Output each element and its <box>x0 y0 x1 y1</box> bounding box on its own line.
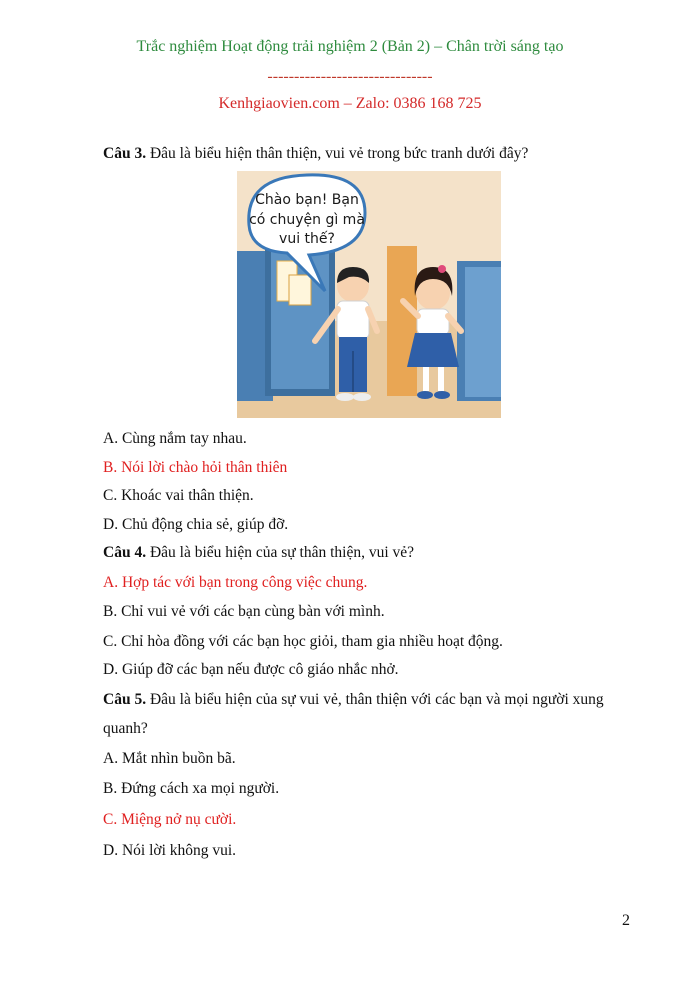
bubble-line-1: Chào bạn! Bạn <box>255 192 359 208</box>
document-title: Trắc nghiệm Hoạt động trải nghiệm 2 (Bản 2) – Chân trời sáng tạo <box>136 38 564 55</box>
bubble-line-2: có chuyện gì mà <box>249 212 365 228</box>
q4-option-d: D. Giúp đỡ các bạn nếu được cô giáo nhắc nhở. <box>103 661 399 678</box>
q4-option-b: B. Chỉ vui vẻ với các bạn cùng bàn với mình. <box>103 603 385 620</box>
illustration-wooden-door <box>387 246 417 396</box>
page-number: 2 <box>622 912 630 929</box>
question-5-text-line-2: quanh? <box>103 720 148 737</box>
q3-option-c: C. Khoác vai thân thiện. <box>103 487 254 504</box>
q3-option-b-correct: B. Nói lời chào hỏi thân thiên <box>103 459 288 476</box>
q4-option-c: C. Chỉ hòa đồng với các bạn học giỏi, tham gia nhiều hoạt động. <box>103 633 503 650</box>
question-4 <box>103 544 414 562</box>
question-5-text-line-1: Đâu là biểu hiện của sự vui vẻ, thân thiện với các bạn và mọi người xung <box>146 691 604 708</box>
question-3-text: Đâu là biểu hiện thân thiện, vui vẻ trong bức tranh dưới đây? <box>146 145 529 162</box>
q3-option-d: D. Chủ động chia sẻ, giúp đỡ. <box>103 516 289 533</box>
q3-option-a: A. Cùng nắm tay nhau. <box>103 430 247 447</box>
illustration-greeting <box>237 171 501 418</box>
question-3-label: Câu 3. <box>103 145 147 162</box>
site-contact: Kenhgiaovien.com – Zalo: 0386 168 725 <box>218 95 482 112</box>
question-5 <box>103 691 604 709</box>
question-3 <box>103 145 528 163</box>
bubble-line-3: vui thế? <box>279 231 335 247</box>
question-4-label: Câu 4. <box>103 544 147 561</box>
q5-option-a: A. Mắt nhìn buồn bã. <box>103 750 236 767</box>
q5-option-d: D. Nói lời không vui. <box>103 842 237 859</box>
question-5-label: Câu 5. <box>103 691 147 708</box>
header-separator: ------------------------------- <box>267 68 433 85</box>
q5-option-c-correct: C. Miệng nở nụ cười. <box>103 811 237 828</box>
q4-option-a-correct: A. Hợp tác với bạn trong công việc chung. <box>103 574 368 591</box>
q5-option-b: B. Đứng cách xa mọi người. <box>103 780 280 797</box>
question-4-text: Đâu là biểu hiện của sự thân thiện, vui vẻ? <box>146 544 415 561</box>
